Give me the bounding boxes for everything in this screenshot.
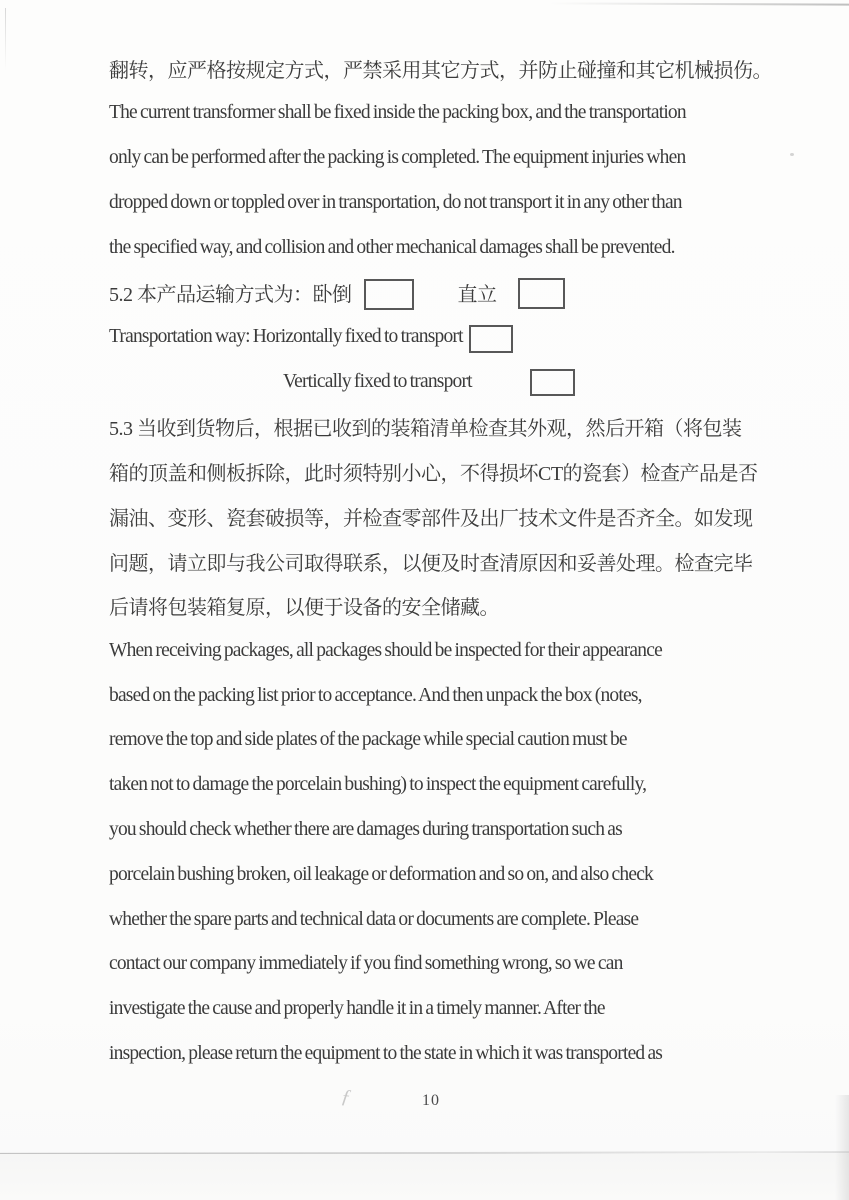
section-5-3-en-line: inspection, please return the equipment to the state in which it was transported as [109,1042,663,1064]
intro-paragraph-en-line: the specified way, and collision and other mechanical damages shall be prevented. [109,236,675,258]
section-5-3-en-line: When receiving packages, all packages should be inspected for their appearance [109,639,662,661]
intro-paragraph-en-line: The current transformer shall be fixed inside the packing box, and the transportation [109,102,686,124]
checkbox-horizontal-cn [364,279,414,310]
section-5-3-cn-line: 箱的顶盖和侧板拆除，此时须特别小心，不得损坏CT的瓷套）检查产品是否 [109,463,758,486]
section-5-2-transport-mode-line [109,270,809,315]
section-5-3-cn-line: 问题，请立即与我公司取得联系，以便及时查清原因和妥善处理。检查完毕 [109,552,753,575]
intro-paragraph-en-line: dropped down or toppled over in transportation, do not transport it in any other than [109,191,682,213]
transport-way-horizontal-label: Transportation way: Horizontally fixed to transport [109,326,463,348]
section-5-3-en-line: based on the packing list prior to acceptance. And then unpack the box (notes, [109,684,642,706]
scan-top-edge-line [549,2,849,5]
transport-way-vertical-label: Vertically fixed to transport [283,370,472,392]
section-5-3-cn-line: 5.3 当收到货物后，根据已收到的装箱清单检查其外观，然后开箱（将包装 [109,418,742,441]
scan-stray-mark: ƒ [339,1085,353,1109]
section-5-3-en-line: contact our company immediately if you find something wrong, so we can [109,953,623,975]
section-5-3-en-line: investigate the cause and properly handle it in a timely manner. After the [109,998,605,1020]
section-5-3-cn-line: 后请将包装箱复原，以便于设备的安全储藏。 [109,597,499,620]
section-5-3-cn-line: 漏油、变形、瓷套破损等，并检查零部件及出厂技术文件是否齐全。如发现 [109,507,753,530]
scan-left-edge-line [5,8,6,70]
transport-way-vertical-line [109,360,809,405]
intro-paragraph-en-line: only can be performed after the packing is completed. The equipment injuries when [109,146,686,168]
page-number: 10 [422,1092,440,1109]
document-body [109,46,809,1076]
section-5-3-en-line: whether the spare parts and technical data or documents are complete. Please [109,908,639,930]
section-5-3-en-line: you should check whether there are damages during transportation such as [109,818,622,840]
scan-bottom-band [0,1154,849,1200]
transport-mode-label-cn: 5.2 本产品运输方式为：卧倒 [109,283,352,306]
transport-upright-label-cn: 直立 [457,283,497,306]
checkbox-horizontal-en [469,325,513,353]
scan-corner-shade [835,1095,849,1200]
transport-way-horizontal-line [109,315,809,360]
checkbox-vertical-en [530,369,575,396]
checkbox-vertical-cn [518,278,565,309]
section-5-3-en-line: taken not to damage the porcelain bushing) to inspect the equipment carefully, [109,774,647,796]
section-5-3-en-line: porcelain bushing broken, oil leakage or deformation and so on, and also check [109,863,653,885]
intro-paragraph-cn-line: 翻转，应严格按规定方式，严禁采用其它方式，并防止碰撞和其它机械损伤。 [109,59,772,82]
section-5-3-en-line: remove the top and side plates of the package while special caution must be [109,729,627,751]
